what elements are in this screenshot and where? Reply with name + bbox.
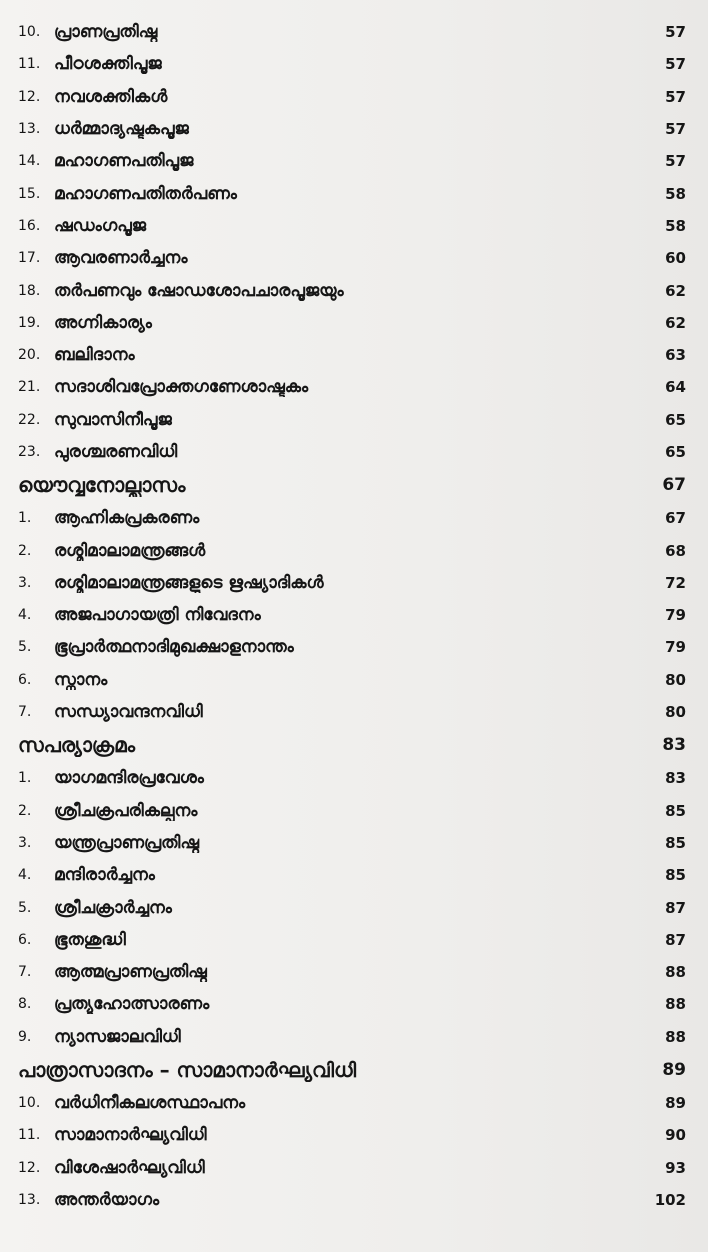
toc-page-number: 58: [665, 184, 686, 203]
toc-entry: [18, 567, 686, 599]
toc-entry-title: മഹാഗണപതിപൂജ: [54, 151, 194, 172]
toc-entry-title: രശ്മിമാലാമന്ത്രങ്ങളുടെ ഋഷ്യാദികൾ: [54, 572, 324, 593]
toc-entry: [18, 502, 686, 534]
toc-page-number: 85: [665, 833, 686, 852]
toc-entry-number: 15.: [18, 185, 41, 202]
toc-entry-number: 20.: [18, 347, 41, 364]
toc-page-number: 88: [665, 963, 686, 982]
toc-section-heading: [18, 1053, 686, 1087]
toc-page-number: 102: [654, 1190, 686, 1209]
toc-entry-number: 16.: [18, 217, 41, 234]
toc-entry-number: 1.: [18, 510, 32, 527]
toc-entry-title: മഹാഗണപതിതർപണം: [54, 183, 237, 204]
toc-entry-title: അജപാഗായത്രി നിവേദനം: [54, 605, 261, 626]
toc-entry: [18, 534, 686, 566]
toc-entry-title: സാമാനാർഘ്യവിധി: [54, 1125, 207, 1146]
toc-page-number: 80: [665, 703, 686, 722]
toc-entry: [18, 81, 686, 113]
toc-entry: [18, 988, 686, 1020]
toc-page-number: 87: [665, 930, 686, 949]
toc-entry-title: ശ്രീചക്രപരികല്പനം: [54, 800, 198, 821]
toc-entry: [18, 145, 686, 177]
toc-page-number: 89: [665, 1094, 686, 1113]
toc-entry: [18, 48, 686, 80]
toc-section-title: സപര്യാക്രമം: [18, 733, 136, 758]
toc-page-number: 67: [662, 475, 686, 496]
toc-entry-number: 13.: [18, 1191, 41, 1208]
toc-entry-number: 14.: [18, 153, 41, 170]
toc-entry-title: ധർമ്മാദ്യഷ്ടകപൂജ: [54, 119, 189, 140]
toc-entry: [18, 307, 686, 339]
toc-page-number: 83: [662, 735, 686, 756]
toc-entry: [18, 1119, 686, 1151]
toc-entry-title: ബലിദാനം: [54, 345, 135, 366]
toc-page-number: 67: [665, 509, 686, 528]
toc-entry-title: പീഠശക്തിപൂജ: [54, 54, 162, 75]
toc-entry: [18, 274, 686, 306]
toc-entry: [18, 371, 686, 403]
toc-entry-number: 18.: [18, 282, 41, 299]
toc-entry-title: രശ്മിമാലാമന്ത്രങ്ങൾ: [54, 540, 206, 561]
toc-entry-number: 6.: [18, 671, 32, 688]
toc-entry-number: 10.: [18, 24, 41, 41]
toc-page-number: 57: [665, 23, 686, 42]
toc-entry-title: ഷഡംഗപൂജ: [54, 215, 147, 236]
toc-entry: [18, 827, 686, 859]
toc-page-number: 57: [665, 55, 686, 74]
toc-entry-title: സുവാസിനീപൂജ: [54, 409, 172, 430]
toc-entry-number: 6.: [18, 931, 32, 948]
toc-entry-title: സദാശിവപ്രോക്തഗണേശാഷ്ടകം: [54, 377, 309, 398]
toc-page-number: 62: [665, 313, 686, 332]
toc-entry-title: സ്നാനം: [54, 669, 108, 690]
toc-entry-title: മന്ദിരാർച്ചനം: [54, 865, 155, 886]
toc-entry: [18, 436, 686, 468]
toc-entry-number: 10.: [18, 1095, 41, 1112]
toc-entry-number: 4.: [18, 867, 32, 884]
toc-page-number: 57: [665, 120, 686, 139]
toc-entry-number: 1.: [18, 770, 32, 787]
toc-entry-number: 11.: [18, 56, 41, 73]
toc-entry: [18, 956, 686, 988]
toc-page-number: 57: [665, 152, 686, 171]
toc-entry-number: 17.: [18, 250, 41, 267]
toc-page-number: 88: [665, 995, 686, 1014]
toc-entry-number: 7.: [18, 704, 32, 721]
toc-entry: [18, 599, 686, 631]
toc-entry: [18, 339, 686, 371]
toc-entry-title: വിശേഷാർഘ്യവിധി: [54, 1157, 205, 1178]
toc-entry: [18, 795, 686, 827]
toc-section-heading: [18, 468, 686, 502]
toc-entry-number: 8.: [18, 996, 32, 1013]
toc-entry: [18, 16, 686, 48]
toc-entry-number: 13.: [18, 121, 41, 138]
toc-entry-number: 21.: [18, 379, 41, 396]
toc-page-number: 64: [665, 378, 686, 397]
toc-page-number: 62: [665, 281, 686, 300]
toc-page-number: 87: [665, 898, 686, 917]
toc-entry-title: നവശക്തികൾ: [54, 86, 168, 107]
toc-entry-title: പ്രാണപ്രതിഷ്ഠ: [54, 22, 158, 43]
toc-entry: [18, 210, 686, 242]
toc-entry-number: 12.: [18, 1159, 41, 1176]
toc-entry-title: ന്യാസജാലവിധി: [54, 1026, 181, 1047]
toc-entry: [18, 242, 686, 274]
toc-entry: [18, 859, 686, 891]
toc-entry: [18, 762, 686, 794]
toc-entry-title: വർധിനീകലശസ്ഥാപനം: [54, 1093, 246, 1114]
toc-entry-title: ഭൂപ്രാർത്ഥനാദിമുഖക്ഷാളനാന്തം: [54, 637, 294, 658]
toc-entry-number: 5.: [18, 639, 32, 656]
toc-page-number: 80: [665, 670, 686, 689]
toc-page-number: 60: [665, 249, 686, 268]
toc-entry: [18, 404, 686, 436]
toc-entry-title: അഗ്നികാര്യം: [54, 312, 152, 333]
toc-entry: [18, 177, 686, 209]
toc-entry-title: ആഹ്നികപ്രകരണം: [54, 508, 200, 529]
toc-page-number: 68: [665, 541, 686, 560]
toc-page-number: 85: [665, 866, 686, 885]
toc-entry-title: യന്ത്രപ്രാണപ്രതിഷ്ഠ: [54, 832, 200, 853]
toc-entry-title: ആവരണാർച്ചനം: [54, 248, 188, 269]
toc-entry-title: ഭൂതശുദ്ധി: [54, 929, 126, 950]
toc-entry-number: 4.: [18, 607, 32, 624]
toc-entry: [18, 1021, 686, 1053]
toc-page-number: 72: [665, 573, 686, 592]
toc-page-number: 88: [665, 1027, 686, 1046]
toc-entry-number: 11.: [18, 1127, 41, 1144]
toc-page-number: 63: [665, 346, 686, 365]
toc-entry-number: 3.: [18, 574, 32, 591]
toc-entry: [18, 664, 686, 696]
toc-entry-title: ആത്മപ്രാണപ്രതിഷ്ഠ: [54, 962, 207, 983]
toc-page-number: 79: [665, 638, 686, 657]
toc-entry-number: 22.: [18, 411, 41, 428]
toc-entry-number: 9.: [18, 1028, 32, 1045]
toc-entry-title: പുരശ്ചരണവിധി: [54, 442, 178, 462]
toc-entry-number: 2.: [18, 802, 32, 819]
toc-entry-number: 3.: [18, 834, 32, 851]
toc-section-heading: [18, 728, 686, 762]
toc-entry: [18, 1152, 686, 1184]
toc-page-number: 65: [665, 410, 686, 429]
toc-entry-number: 2.: [18, 542, 32, 559]
toc-section-title: പാത്രാസാദനം – സാമാനാർഘ്യവിധി: [18, 1057, 357, 1082]
toc-page-number: 65: [665, 443, 686, 461]
toc-entry-number: 7.: [18, 964, 32, 981]
toc-page-number: 93: [665, 1158, 686, 1177]
toc-entry-number: 23.: [18, 444, 41, 460]
toc-entry: [18, 631, 686, 663]
toc-page-number: 90: [665, 1126, 686, 1145]
toc-entry: [18, 1184, 686, 1216]
toc-page-number: 85: [665, 801, 686, 820]
toc-entry-title: തർപണവും ഷോഡശോപചാരപൂജയും: [54, 280, 344, 301]
toc-section-title: യൌവ്വനോല്ലാസം: [18, 473, 186, 498]
toc-entry: [18, 113, 686, 145]
toc-entry-number: 12.: [18, 88, 41, 105]
toc-entry-title: യാഗമന്ദിരപ്രവേശം: [54, 768, 204, 789]
toc-entry: [18, 696, 686, 728]
toc-entry: [18, 891, 686, 923]
toc-entry-title: ശ്രീചക്രാർച്ചനം: [54, 897, 172, 918]
toc-page-number: 83: [665, 769, 686, 788]
toc-page-number: 79: [665, 606, 686, 625]
toc-entry-number: 19.: [18, 314, 41, 331]
table-of-contents: [18, 16, 686, 1216]
toc-entry-title: പ്രത്യൂഹോത്സാരണം: [54, 994, 210, 1015]
toc-entry-number: 5.: [18, 899, 32, 916]
toc-page-number: 58: [665, 216, 686, 235]
toc-entry: [18, 924, 686, 956]
toc-entry: [18, 1087, 686, 1119]
toc-entry-title: സന്ധ്യാവന്ദനവിധി: [54, 702, 203, 723]
toc-page-number: 57: [665, 87, 686, 106]
toc-entry-title: അന്തർയാഗം: [54, 1189, 160, 1210]
toc-page-number: 89: [662, 1059, 686, 1080]
